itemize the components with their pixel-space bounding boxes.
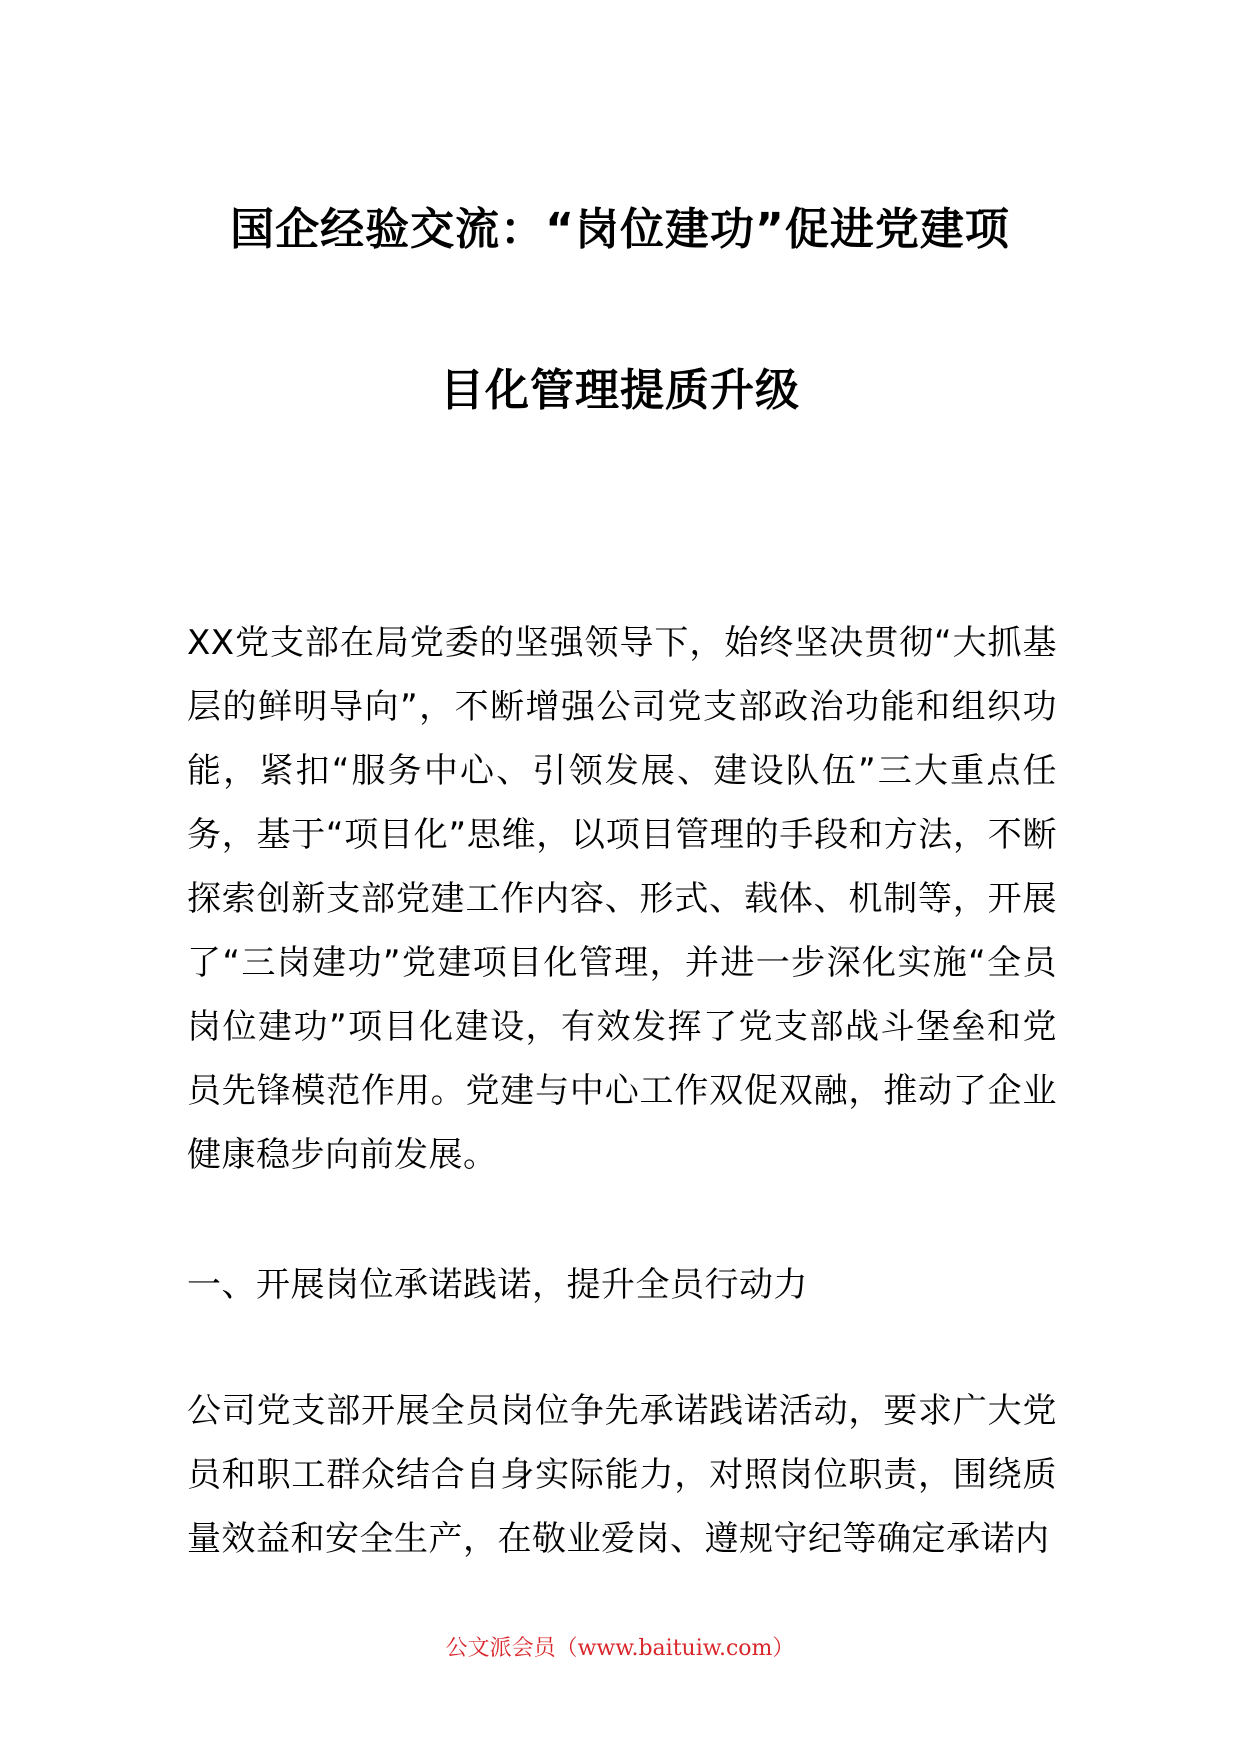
document-title-line-1: 国企经验交流：“岗位建功”促进党建项 [230, 204, 1010, 255]
body-paragraph-2: 公司党支部开展全员岗位争先承诺践诺活动，要求广大党员和职工群众结合自身实际能力，对照岗位职责，围绕质量效益和安全生产，在敬业爱岗、遵规守纪等确定承诺内 [187, 1391, 1057, 1559]
intro-paragraph: XX党支部在局党委的坚强领导下，始终坚决贯彻“大抓基层的鲜明导向”，不断增强公司党支部政治功能和组织功能，紧扣“服务中心、引领发展、建设队伍”三大重点任务，基于“项目化”思维，以项目管理的手段和方法，不断探索创新支部党建工作内容、形式、载体、机制等，开展了“三岗建功”党建项目化管理，并进一步深化实施“全员岗位建功”项目化建设，有效发挥了党支部战斗堡垒和党员先锋模范作用。党建与中心工作双促双融，推动了企业健康稳步向前发展。 [187, 623, 1057, 1175]
document-title-line-2: 目化管理提质升级 [440, 365, 800, 416]
section-heading-1: 一、开展岗位承诺践诺，提升全员行动力 [187, 1265, 808, 1305]
footer-watermark: 公文派会员（www.baituiw.com） [445, 1636, 795, 1661]
